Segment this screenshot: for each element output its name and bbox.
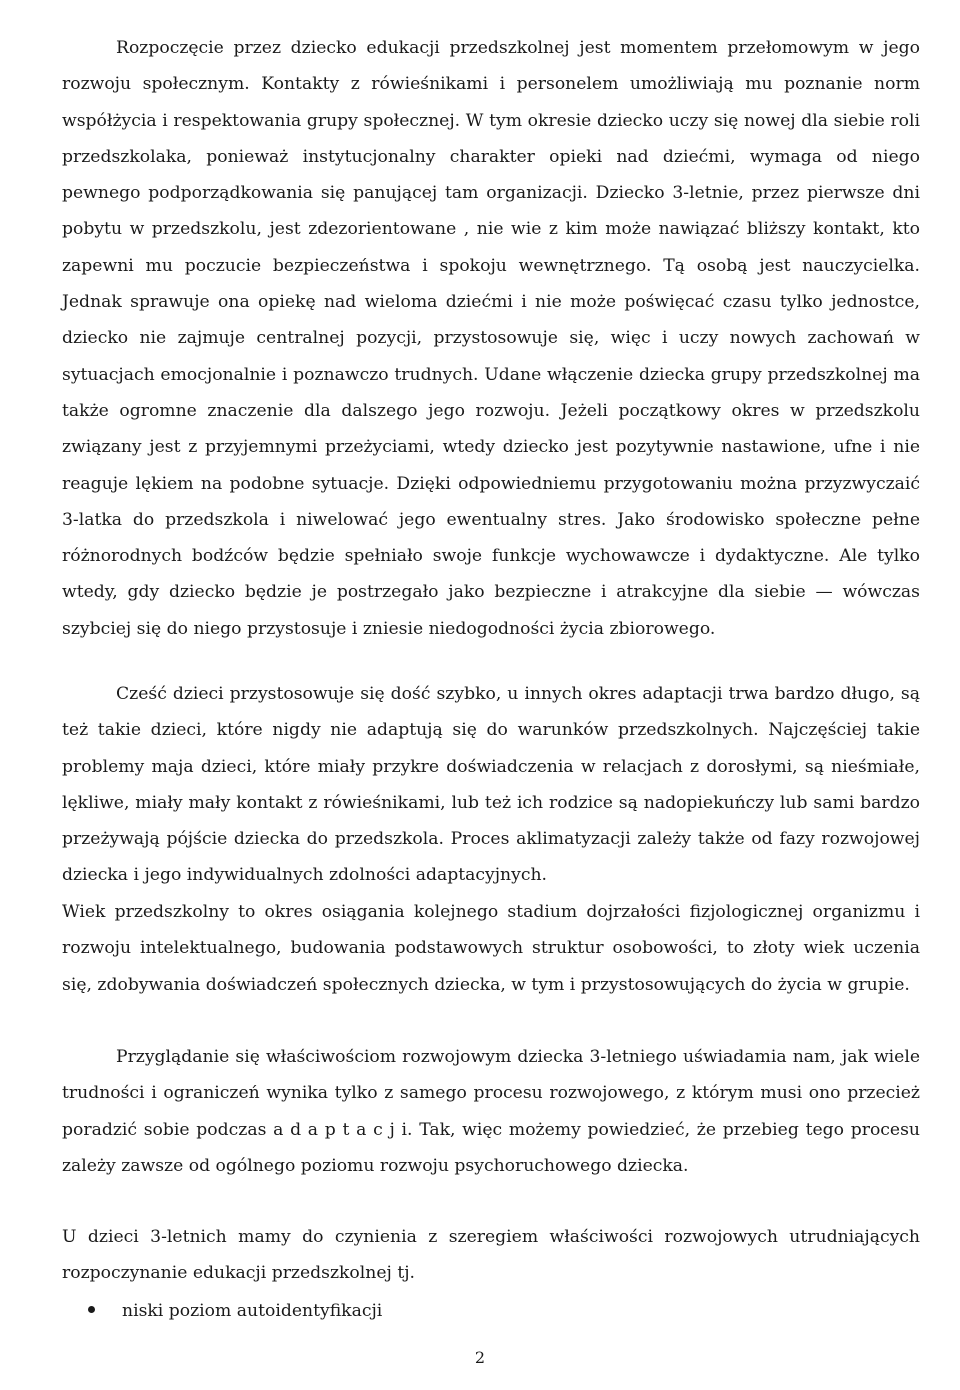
- paragraph-5: U dzieci 3-letnich mamy do czynienia z szeregiem właściwości rozwojowych utrudniających rozpoczynanie edukacji przedszkolnej tj.: [62, 1227, 920, 1284]
- bullet-list-item: [88, 1293, 382, 1329]
- paragraph-3: Wiek przedszkolny to okres osiągania kolejnego stadium dojrzałości fizjologicznej organizmu i rozwoju intelektualnego, budowania podstawowych struktur osobowości, to złoty wiek uczenia się, zdobywania doświadczeń społecznych dziecka, w tym i przystosowujących do życia w grupie.: [62, 902, 920, 995]
- bullet-dot-icon: [88, 1306, 95, 1313]
- bullet-text: niski poziom autoidentyfikacji: [122, 1301, 383, 1321]
- page-number: 2: [474, 1348, 486, 1367]
- paragraph-4: Przyglądanie się właściwościom rozwojowym dziecka 3-letniego uświadamia nam, jak wiele trudności i ograniczeń wynika tylko z samego procesu rozwojowego, z którym musi ono przecież poradzić sobie podczas a d a p t a c j i. Tak, więc możemy powiedzieć, że przebieg tego procesu zależy zawsze od ogólnego poziomu rozwoju psychoruchowego dziecka.: [62, 1047, 920, 1176]
- paragraph-2: Cześć dzieci przystosowuje się dość szybko, u innych okres adaptacji trwa bardzo długo, są też takie dzieci, które nigdy nie adaptują się do warunków przedszkolnych. Najczęściej takie problemy maja dzieci, które miały przykre doświadczenia w relacjach z dorosłymi, są nieśmiałe, lękliwe, miały mały kontakt z rówieśnikami, lub też ich rodzice są nadopiekuńczy lub sami bardzo przeżywają pójście dziecka do przedszkola. Proces aklimatyzacji zależy także od fazy rozwojowej dziecka i jego indywidualnych zdolności adaptacyjnych.: [62, 684, 920, 886]
- paragraph-1: Rozpoczęcie przez dziecko edukacji przedszkolnej jest momentem przełomowym w jego rozwoju społecznym. Kontakty z rówieśnikami i personelem umożliwiają mu poznanie norm współżycia i respektowania grupy społecznej. W tym okresie dziecko uczy się nowej dla siebie roli przedszkolaka, ponieważ instytucjonalny charakter opieki nad dziećmi, wymaga od niego pewnego podporządkowania się panującej tam organizacji. Dziecko 3-letnie, przez pierwsze dni pobytu w przedszkolu, jest zdezorientowane , nie wie z kim może nawiązać bliższy kontakt, kto zapewni mu poczucie bezpieczeństwa i spokoju wewnętrznego. Tą osobą jest nauczycielka. Jednak sprawuje ona opiekę nad wieloma dziećmi i nie może poświęcać czasu tylko jednostce, dziecko nie zajmuje centralnej pozycji, przystosowuje się, więc i uczy nowych zachowań w sytuacjach emocjonalnie i poznawczo trudnych. Udane włączenie dziecka grupy przedszkolnej ma także ogromne znaczenie dla dalszego jego rozwoju. Jeżeli początkowy okres w przedszkolu związany jest z przyjemnymi przeżyciami, wtedy dziecko jest pozytywnie nastawione, ufne i nie reaguje lękiem na podobne sytuacje. Dzięki odpowiedniemu przygotowaniu można przyzwyczaić 3-latka do przedszkola i niwelować jego ewentualny stres. Jako środowisko społeczne pełne różnorodnych bodźców będzie spełniało swoje funkcje wychowawcze i dydaktyczne. Ale tylko wtedy, gdy dziecko będzie je postrzegało jako bezpieczne i atrakcyjne dla siebie — wówczas szybciej się do niego przystosuje i zniesie niedogodności życia zbiorowego.: [62, 38, 920, 639]
